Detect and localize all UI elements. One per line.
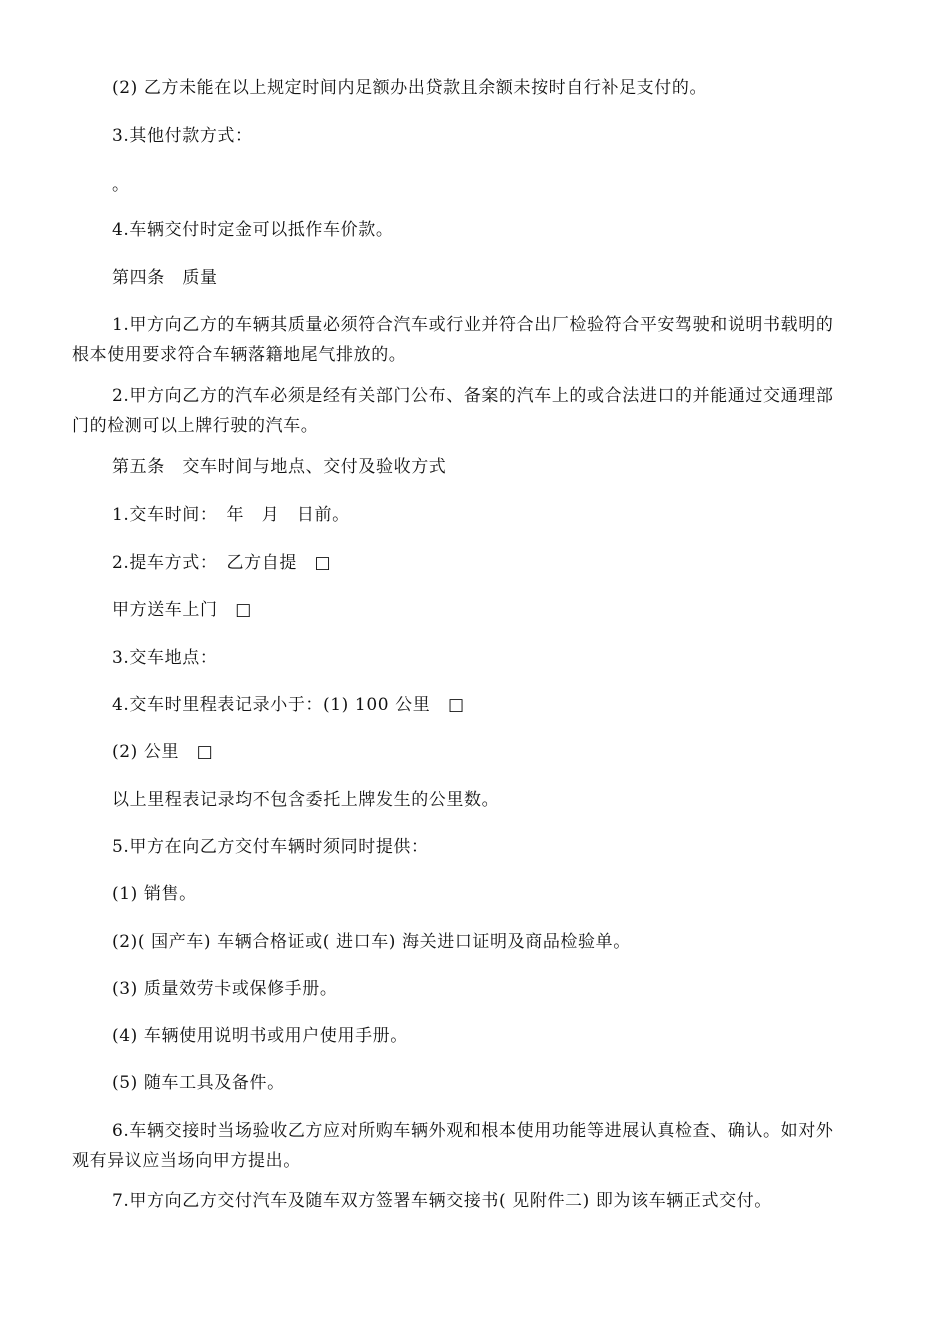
paragraph-doc-1: (1) 销售。 [112, 884, 197, 904]
paragraph-quality-2: 2.甲方向乙方的汽车必须是经有关部门公布、备案的汽车上的或合法进口的并能通过交通理部门的检测可以上牌行驶的汽车。 [72, 386, 834, 436]
paragraph-quality-1: 1.甲方向乙方的车辆其质量必须符合汽车或行业并符合出厂检验符合平安驾驶和说明书载明的根本使用要求符合车辆落籍地尾气排放的。 [72, 315, 834, 365]
paragraph-odometer-note: 以上里程表记录均不包含委托上牌发生的公里数。 [112, 790, 500, 810]
heading-article-5: 第五条 交车时间与地点、交付及验收方式 [112, 457, 447, 477]
paragraph-deposit: 4.车辆交付时定金可以抵作车价款。 [112, 220, 394, 240]
paragraph-documents-heading: 5.甲方在向乙方交付车辆时须同时提供： [112, 837, 429, 857]
paragraph-home-delivery: 甲方送车上门 □ [112, 600, 252, 620]
paragraph-odometer-2: (2) 公里 □ [112, 742, 214, 762]
paragraph-formal-delivery: 7.甲方向乙方交付汽车及随车双方签署车辆交接书( 见附件二) 即为该车辆正式交付。 [112, 1191, 772, 1211]
paragraph-period: 。 [112, 175, 130, 195]
paragraph-delivery-time: 1.交车时间： 年 月 日前。 [112, 505, 350, 525]
heading-article-4: 第四条 质量 [112, 268, 218, 288]
paragraph-delivery-place: 3.交车地点： [112, 648, 218, 668]
paragraph-doc-2: (2)( 国产车) 车辆合格证或( 进口车) 海关进口证明及商品检验单。 [112, 932, 631, 952]
paragraph-doc-3: (3) 质量效劳卡或保修手册。 [112, 979, 338, 999]
paragraph-inspection: 6.车辆交接时当场验收乙方应对所购车辆外观和根本使用功能等进展认真检查、确认。如对外观有异议应当场向甲方提出。 [72, 1121, 834, 1171]
paragraph-loan-clause-2: (2) 乙方未能在以上规定时间内足额办出贷款且余额未按时自行补足支付的。 [112, 78, 708, 98]
paragraph-pickup-method: 2.提车方式： 乙方自提 □ [112, 553, 332, 573]
paragraph-doc-5: (5) 随车工具及备件。 [112, 1073, 285, 1093]
paragraph-doc-4: (4) 车辆使用说明书或用户使用手册。 [112, 1026, 408, 1046]
paragraph-odometer-1: 4.交车时里程表记录小于：(1) 100 公里 □ [112, 695, 465, 715]
paragraph-other-payment: 3.其他付款方式： [112, 126, 253, 146]
